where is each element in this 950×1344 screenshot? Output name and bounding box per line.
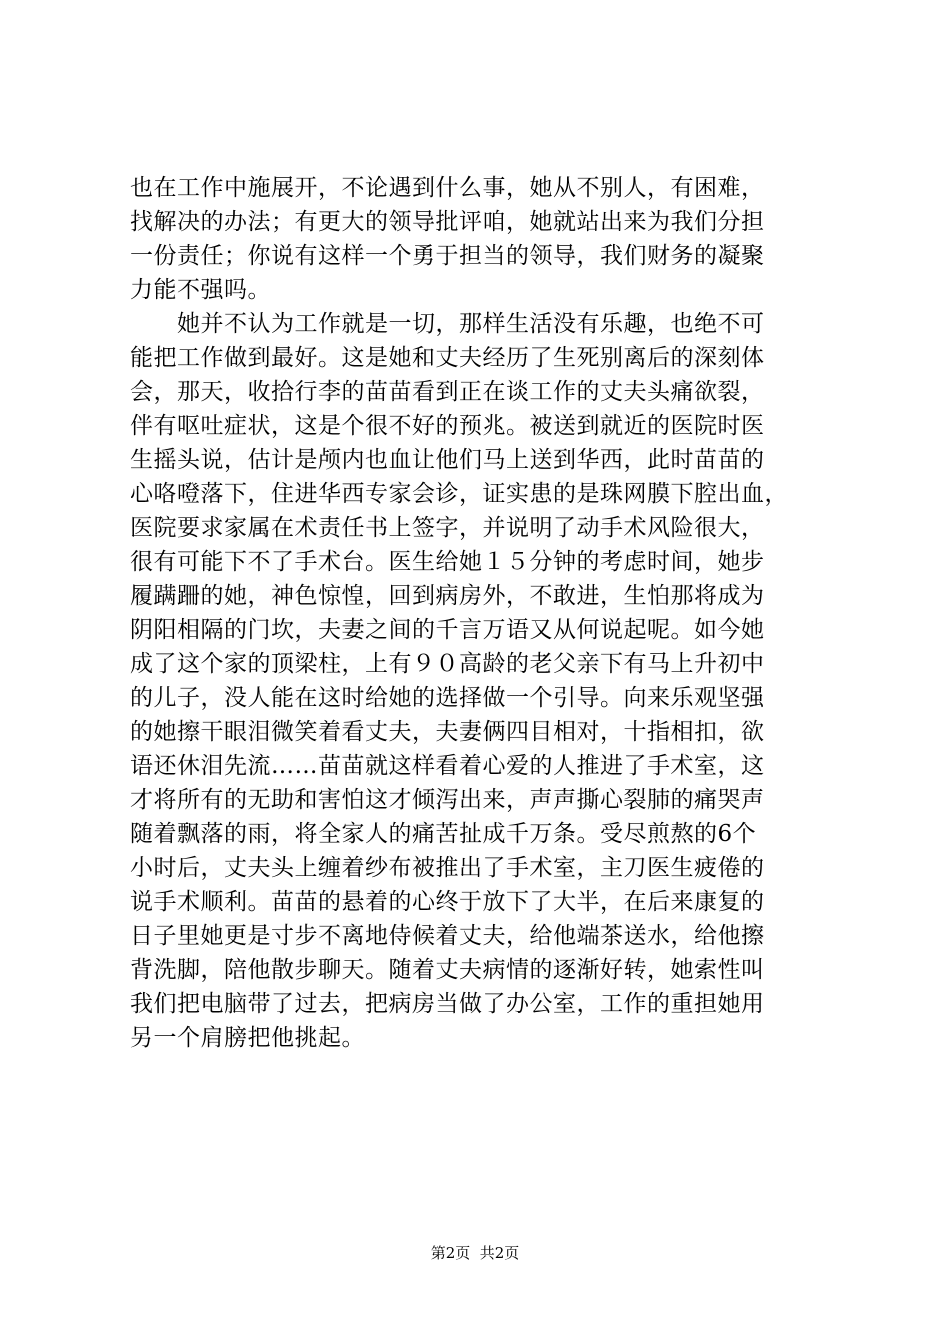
text-line: 才将所有的无助和害怕这才倾泻出来，声声撕心裂肺的痛哭声 — [130, 787, 765, 813]
text-line: 说手术顺利。苗苗的悬着的心终于放下了大半，在后来康复的 — [130, 889, 765, 915]
page-footer — [0, 1243, 950, 1263]
text-line: 随着飘落的雨，将全家人的痛苦扯成千万条。受尽煎熬的6个 — [130, 821, 757, 847]
text-line: 背洗脚，陪他散步聊天。随着丈夫病情的逐渐好转，她索性叫 — [130, 957, 765, 983]
text-line: 另一个肩膀把他挑起。 — [130, 1025, 365, 1051]
text-line: 力能不强吗。 — [130, 277, 271, 303]
text-line: 也在工作中施展开，不论遇到什么事，她从不别人，有困难， — [130, 175, 765, 201]
text-line: 很有可能下不了手术台。医生给她１５分钟的考虑时间，她步 — [130, 549, 765, 575]
text-line: 小时后，丈夫头上缠着纱布被推出了手术室，主刀医生疲倦的 — [130, 855, 765, 881]
text-line: 心咯噔落下，住进华西专家会诊，证实患的是珠网膜下腔出血， — [130, 481, 788, 507]
page-number-label: 第2页 共2页 — [430, 1244, 520, 1262]
text-line: 伴有呕吐症状，这是个很不好的预兆。被送到就近的医院时医 — [130, 413, 765, 439]
text-line: 她并不认为工作就是一切，那样生活没有乐趣，也绝不可 — [130, 311, 765, 337]
text-line: 会，那天，收拾行李的苗苗看到正在谈工作的丈夫头痛欲裂， — [130, 379, 765, 405]
text-line: 日子里她更是寸步不离地侍候着丈夫，给他端茶送水，给他擦 — [130, 923, 765, 949]
text-line: 生摇头说，估计是颅内也血让他们马上送到华西，此时苗苗的 — [130, 447, 765, 473]
text-line: 的她擦干眼泪微笑着看丈夫，夫妻俩四目相对，十指相扣，欲 — [130, 719, 765, 745]
text-line: 我们把电脑带了过去，把病房当做了办公室，工作的重担她用 — [130, 991, 765, 1017]
text-line: 医院要求家属在术责任书上签字，并说明了动手术风险很大， — [130, 515, 765, 541]
body-text — [130, 171, 830, 1055]
text-line: 阴阳相隔的门坎，夫妻之间的千言万语又从何说起呢。如今她 — [130, 617, 765, 643]
text-line: 找解决的办法；有更大的领导批评咱，她就站出来为我们分担 — [130, 209, 765, 235]
text-line: 一份责任；你说有这样一个勇于担当的领导，我们财务的凝聚 — [130, 243, 765, 269]
text-line: 的儿子，没人能在这时给她的选择做一个引导。向来乐观坚强 — [130, 685, 765, 711]
text-line: 履蹒跚的她，神色惊惶，回到病房外，不敢进，生怕那将成为 — [130, 583, 765, 609]
text-line: 语还休泪先流……苗苗就这样看着心爱的人推进了手术室，这 — [130, 753, 765, 779]
text-line: 能把工作做到最好。这是她和丈夫经历了生死别离后的深刻体 — [130, 345, 765, 371]
text-line: 成了这个家的顶梁柱，上有９０高龄的老父亲下有马上升初中 — [130, 651, 765, 677]
